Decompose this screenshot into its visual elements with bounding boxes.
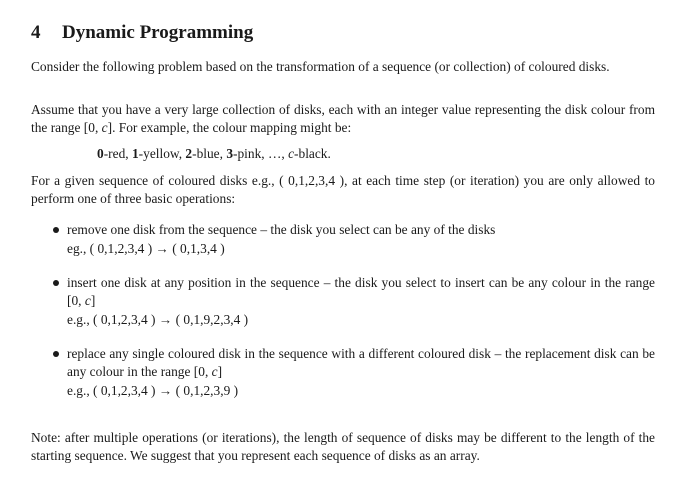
mapping-value-0: 0 — [97, 146, 104, 161]
operation-variable: c — [84, 293, 91, 308]
operation-insert — [31, 274, 686, 329]
assumption-text-start: Assume that you have a very large collection of disks, each with an integer value representing the disk colour from the range [0, — [31, 102, 655, 135]
operation-replace — [31, 345, 686, 400]
operation-description — [67, 345, 655, 381]
colour-mapping — [97, 145, 331, 163]
mapping-name-2: -blue, — [192, 146, 227, 161]
operation-description-start: insert one disk at any position in the sequence – the disk you select to insert can be any colour in the range [0, — [67, 275, 655, 308]
mapping-name-5: -black. — [294, 146, 331, 161]
mapping-ellipsis: …, — [268, 146, 289, 161]
bullet-icon — [53, 227, 59, 233]
mapping-name-1: -yellow, — [138, 146, 186, 161]
operation-description-start: replace any single coloured disk in the sequence with a different coloured disk – the replacement disk can be any colour in the range [0, — [67, 346, 655, 379]
operation-description: remove one disk from the sequence – the disk you select can be any of the disks — [67, 222, 496, 237]
mapping-value-3: 3 — [226, 146, 234, 161]
intro-paragraph: Consider the following problem based on the transformation of a sequence (or collection) of coloured disks. — [31, 59, 610, 74]
operations-intro-paragraph: For a given sequence of coloured disks e.g., ( 0,1,2,3,4 ), at each time step (or iteration) you are only allowed to perform one of three basic operations: — [31, 173, 655, 206]
assumption-text-end: ]. For example, the colour mapping might be: — [107, 120, 352, 135]
section-number: 4 — [31, 22, 41, 43]
operation-description — [67, 274, 655, 310]
mapping-name-3: -pink, — [233, 146, 268, 161]
bullet-icon — [53, 280, 59, 286]
operation-example: e.g., ( 0,1,2,3,4 ) → ( 0,1,2,3,9 ) — [67, 383, 239, 398]
mapping-value-2: 2 — [185, 146, 193, 161]
section-title: Dynamic Programming — [62, 22, 254, 43]
bullet-icon — [53, 351, 59, 357]
section-heading — [31, 21, 253, 45]
operation-remove — [31, 221, 686, 258]
operation-description-end: ] — [217, 364, 223, 379]
mapping-variable: c — [288, 146, 295, 161]
note-paragraph: Note: after multiple operations (or iterations), the length of sequence of disks may be different to the length of the starting sequence. We suggest that you represent each sequence of disks as an array. — [31, 430, 655, 463]
mapping-name-0: -red, — [103, 146, 132, 161]
assumption-paragraph — [31, 101, 655, 137]
operation-example: eg., ( 0,1,2,3,4 ) → ( 0,1,3,4 ) — [67, 241, 225, 256]
mapping-value-1: 1 — [131, 146, 139, 161]
operation-variable: c — [211, 364, 218, 379]
operation-description-end: ] — [90, 293, 96, 308]
operation-example: e.g., ( 0,1,2,3,4 ) → ( 0,1,9,2,3,4 ) — [67, 312, 249, 327]
assumption-variable: c — [101, 120, 108, 135]
